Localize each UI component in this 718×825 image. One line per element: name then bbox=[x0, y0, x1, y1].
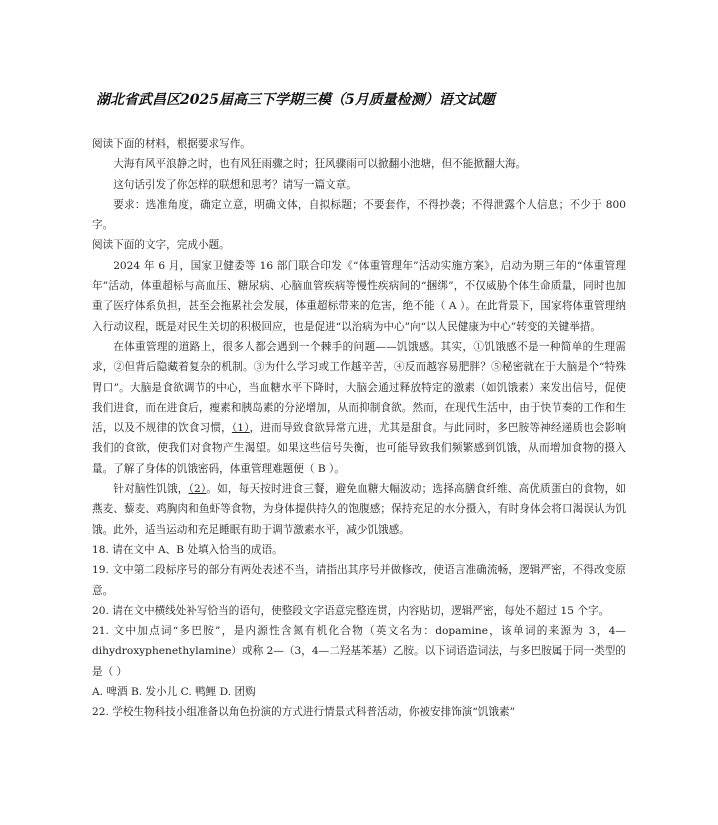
writing-intro: 阅读下面的材料，根据要求写作。 bbox=[92, 138, 251, 150]
question-21: 21. 文中加点词“多巴胺”，是内源性含氮有机化合物（英文名为：dopamine，该单词的来源为 3，4—dihydroxyphenethylamine）或称 2—（3，4—二羟基苯基）乙胺。以下词语造词法，与多巴胺属于同一类型的是（ ） bbox=[92, 625, 626, 678]
question-20: 20. 请在文中横线处补写恰当的语句，使整段文字语意完整连贯，内容贴切，逻辑严密，每处不超过 15 个字。 bbox=[92, 604, 610, 617]
question-22: 22. 学校生物科技小组准备以角色扮演的方式进行情景式科普活动，你被安排饰演“饥饿素” bbox=[92, 706, 516, 719]
writing-requirement: 要求：选准角度，确定立意，明确文体，自拟标题；不要套作，不得抄袭；不得泄露个人信息；不少于 800 字。 bbox=[92, 198, 626, 232]
reading-intro: 阅读下面的文字，完成小题。 bbox=[92, 239, 230, 252]
document-body bbox=[92, 134, 626, 723]
blank-2: （2） bbox=[188, 483, 207, 496]
reading-paragraph-1: 2024 年 6 月，国家卫健委等 16 部门联合印发《“体重管理年”活动实施方案》，启动为期三年的“体重管理年”活动，体重超标与高血压、糖尿病、心脑血管疾病等慢性疾病间的“捆绑”，不仅威胁个体生命质量，同时也加重了医疗体系负担，甚至会拖累社会发展，体重超标带来的危害，绝不能（ A ）。在此背景下，国家将体重管理纳入行动议程，既是对民生关切的积极回应，也是促进“以治病为中心”向“以人民健康为中心”转变的关键举措。 bbox=[92, 259, 626, 333]
question-18: 18. 请在文中 A、B 处填入恰当的成语。 bbox=[92, 543, 283, 556]
blank-1: （1） bbox=[231, 422, 250, 435]
reading-paragraph-3 bbox=[92, 479, 626, 540]
writing-material-2: 这句话引发了你怎样的联想和思考？请写一篇文章。 bbox=[113, 178, 357, 191]
paragraph-3-part-a: 针对脑性饥饿， bbox=[113, 483, 189, 496]
question-21-options: A. 啤酒 B. 发小儿 C. 鸭鲤 D. 团购 bbox=[92, 686, 256, 699]
paragraph-2-part-b: ，进而导致食欲异常亢进，尤其是甜食。与此同时，多巴胺等神经递质也会影响我们的食欲，使我们对食物产生渴望。如果这些信号失衡，也可能导致我们频繁感到饥饿，从而增加食物的摄入量。了解了身体的饥饿密码，体重管理难题便（ B ）。 bbox=[92, 422, 627, 475]
paragraph-3-part-b: 。如，每天按时进食三餐，避免血糖大幅波动；选择高膳食纤维、高优质蛋白的食物，如燕麦、藜麦、鸡胸肉和鱼虾等食物，为身体提供持久的饱腹感；保持充足的水分摄入，有时身体会将口渴误认为饥饿。此外，适当运动和充足睡眠有助于调节激素水平，减少饥饿感。 bbox=[92, 483, 627, 536]
paragraph-2-part-a: 在体重管理的道路上，很多人都会遇到一个棘手的问题——饥饿感。其实，①饥饿感不是一种简单的生理需求，②但背后隐藏着复杂的机制。③为什么学习或工作越辛苦，④反而越容易肥胖？⑤秘密就在于大脑是个“特殊胃口”。大脑是食欲调节的中心，当血糖水平下降时，大脑会通过释放特定的激素（如饥饿素）来发出信号，促使我们进食，而在进食后，瘦素和胰岛素的分泌增加，从而抑制食欲。然而，在现代生活中，由于快节奏的工作和生活，以及不规律的饮食习惯， bbox=[92, 340, 626, 435]
writing-material-1: 大海有风平浪静之时，也有风狂雨骤之时；狂风骤雨可以掀翻小池塘，但不能掀翻大海。 bbox=[113, 158, 527, 171]
reading-paragraph-2 bbox=[92, 337, 626, 479]
page-title: 湖北省武昌区2025届高三下学期三模（5月质量检测）语文试题 bbox=[96, 92, 495, 108]
question-19: 19. 文中第二段标序号的部分有两处表述不当，请指出其序号并做修改，使语言准确流畅，逻辑严密，不得改变原意。 bbox=[92, 564, 626, 597]
